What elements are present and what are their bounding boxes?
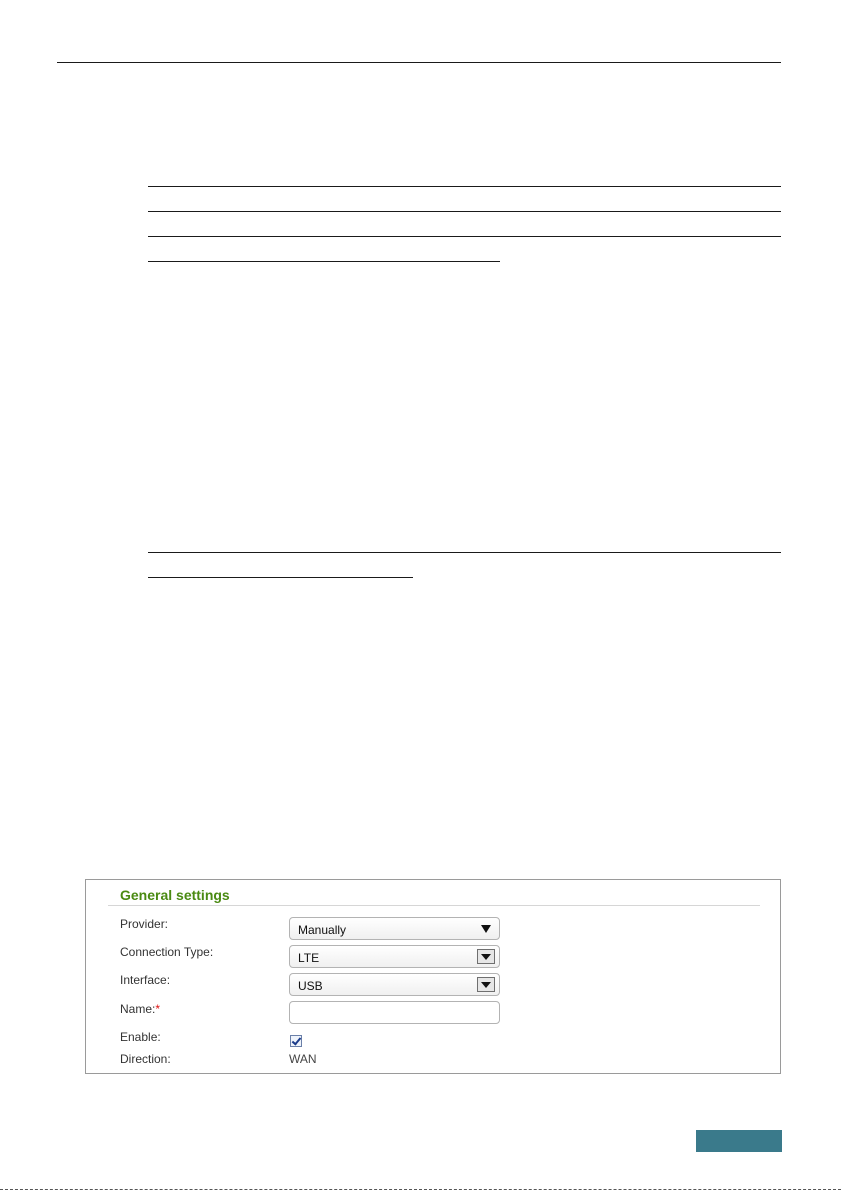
enable-checkbox[interactable] — [290, 1035, 302, 1047]
text-line-rule — [148, 236, 781, 237]
provider-value: Manually — [298, 923, 347, 937]
name-label-text: Name: — [120, 1002, 156, 1016]
provider-select[interactable] — [289, 917, 500, 940]
header-rule — [57, 62, 781, 63]
name-label — [120, 1002, 160, 1016]
name-input[interactable] — [289, 1001, 500, 1024]
page-bottom-border — [0, 1189, 841, 1190]
interface-select[interactable] — [289, 973, 500, 996]
dropdown-arrow-icon — [477, 949, 495, 964]
interface-value: USB — [298, 979, 323, 993]
general-settings-section — [108, 880, 760, 1073]
page-number-tab — [696, 1130, 782, 1152]
dropdown-arrow-icon — [477, 977, 495, 992]
direction-label: Direction: — [120, 1052, 171, 1066]
text-line-rule — [148, 261, 500, 262]
connection-type-value: LTE — [298, 951, 320, 965]
connection-type-select[interactable] — [289, 945, 500, 968]
general-settings-panel — [85, 879, 781, 1074]
required-mark: * — [155, 1002, 161, 1016]
enable-label: Enable: — [120, 1030, 161, 1044]
text-line-rule — [148, 211, 781, 212]
direction-value: WAN — [289, 1052, 317, 1066]
dropdown-arrow-icon — [481, 925, 491, 933]
connection-type-label: Connection Type: — [120, 945, 214, 959]
text-line-rule — [148, 186, 781, 187]
text-line-rule — [148, 552, 781, 553]
section-divider — [108, 905, 760, 906]
text-line-rule — [148, 577, 413, 578]
section-title: General settings — [120, 887, 230, 903]
interface-label: Interface: — [120, 973, 171, 987]
provider-label: Provider: — [120, 917, 169, 931]
